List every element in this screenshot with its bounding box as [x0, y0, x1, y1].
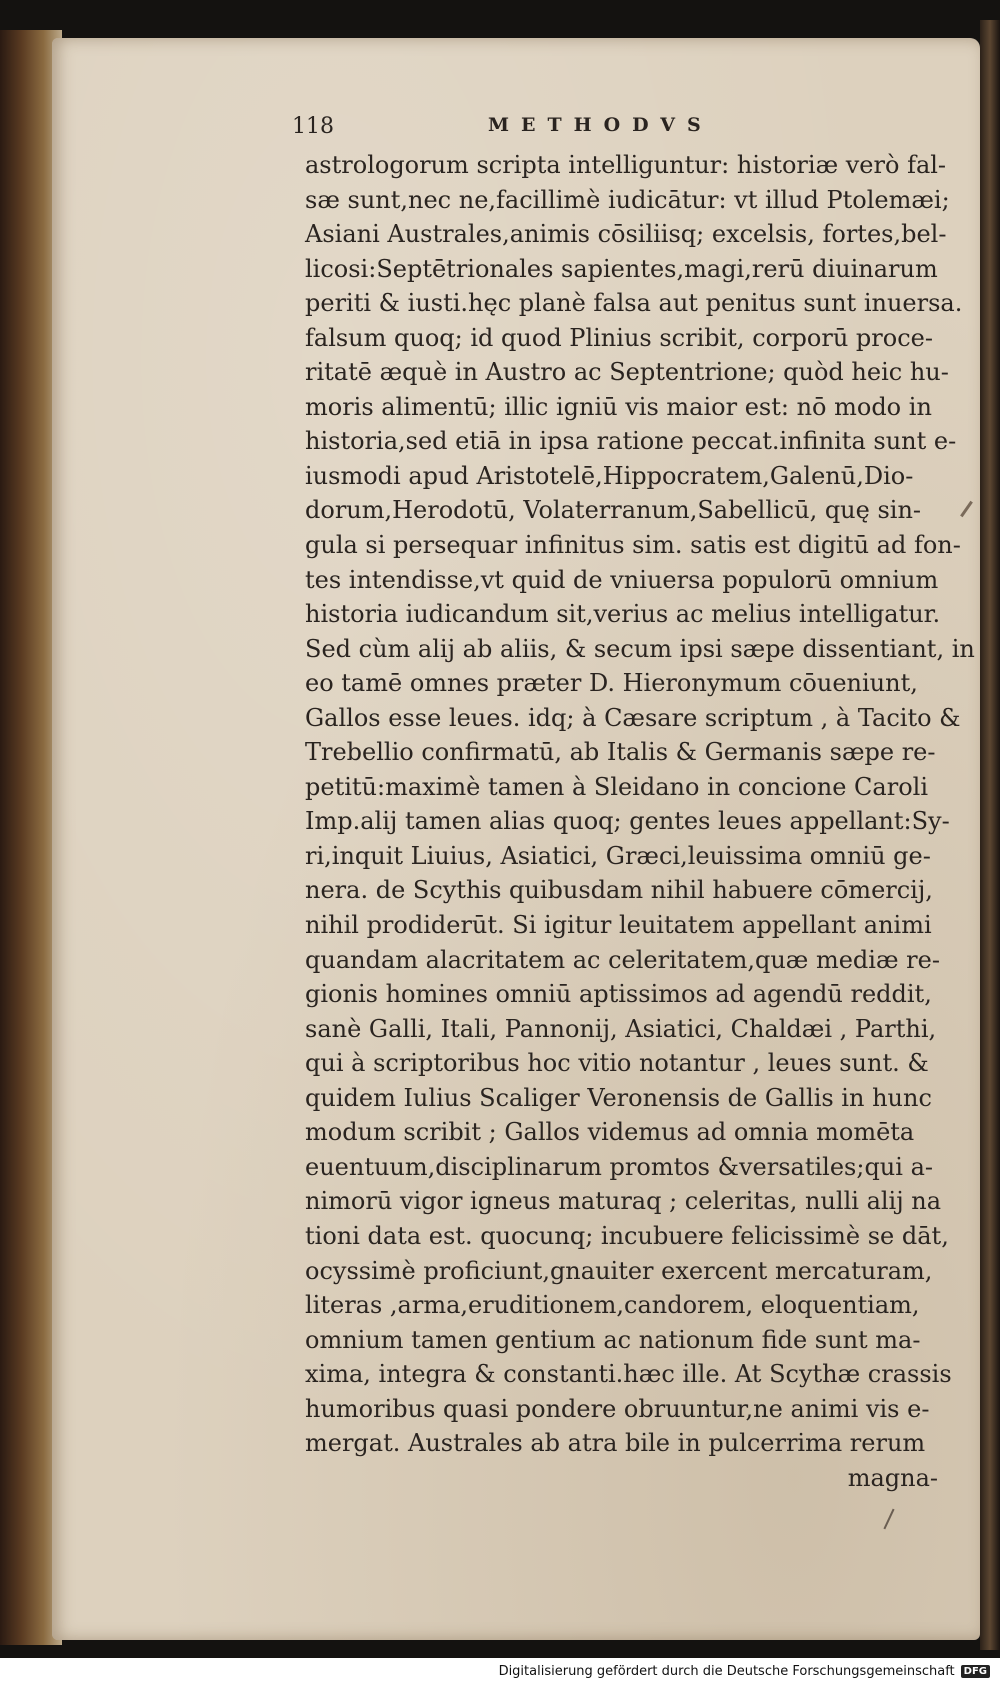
- text-line: historia iudicandum sit,verius ac melius intelligatur.: [305, 600, 941, 629]
- text-line: nihil prodiderūt. Si igitur leuitatem appellant animi: [305, 911, 932, 940]
- text-line: tes intendisse,vt quid de vniuersa populorū omnium: [305, 565, 939, 594]
- text-line: xima, integra & constanti.hæc ille. At Scythæ crassis: [305, 1360, 952, 1389]
- text-line: petitū:maximè tamen à Sleidano in concione Caroli: [305, 772, 928, 801]
- text-line: tioni data est. quocunq; incubuere felicissimè se dāt,: [305, 1221, 949, 1250]
- text-line: quandam alacritatem ac celeritatem,quæ mediæ re-: [305, 945, 940, 974]
- text-line: astrologorum scripta intelliguntur: historiæ verò fal-: [305, 151, 947, 179]
- text-line: nimorū vigor igneus maturaq ; celeritas, nulli alij na: [305, 1187, 942, 1216]
- text-line: omnium tamen gentium ac nationum fide sunt ma-: [305, 1325, 921, 1354]
- body-text: [305, 148, 975, 1461]
- text-line: quidem Iulius Scaliger Veronensis de Gallis in hunc: [305, 1083, 932, 1112]
- digitization-footer: [499, 1659, 990, 1683]
- text-line: eo tamē omnes præter D. Hieronymum cōueniunt,: [305, 669, 918, 698]
- text-line: mergat. Australes ab atra bile in pulcerrima rerum: [305, 1429, 926, 1458]
- footer-credit: Digitalisierung gefördert durch die Deutsche Forschungsgemeinschaft: [498, 1663, 955, 1679]
- text-line: Gallos esse leues. idq; à Cæsare scriptum , à Tacito &: [305, 703, 961, 732]
- text-line: nera. de Scythis quibusdam nihil habuere cōmercij,: [305, 876, 933, 905]
- text-line: ocyssimè proficiunt,gnauiter exercent mercaturam,: [305, 1256, 933, 1285]
- text-line: gula si persequar infinitus sim. satis est digitū ad fon-: [305, 531, 961, 560]
- text-line: euentuum,disciplinarum promtos &versatiles;qui a-: [305, 1152, 933, 1181]
- text-block: [292, 110, 975, 1495]
- catchword: magna-: [847, 1463, 938, 1492]
- text-line: humoribus quasi pondere obruuntur,ne animi vis e-: [305, 1394, 930, 1423]
- text-line: dorum,Herodotū, Volaterranum,Sabellicū, quę sin-: [305, 496, 922, 525]
- text-line: ritatē æquè in Austro ac Septentrione; quòd heic hu-: [305, 358, 949, 387]
- text-line: moris alimentū; illic igniū vis maior est: nō modo in: [305, 392, 932, 421]
- text-line: iusmodi apud Aristotelē,Hippocratem,Galenū,Dio-: [305, 461, 914, 490]
- text-line: ri,inquit Liuius, Asiatici, Græci,leuissima omniū ge-: [305, 841, 931, 870]
- page-header: [292, 110, 958, 148]
- text-line: Sed cùm alij ab aliis, & secum ipsi sæpe dissentiant, in: [305, 634, 975, 663]
- text-line: sæ sunt,nec ne,facillimè iudicātur: vt illud Ptolemæi;: [305, 185, 950, 214]
- text-line: qui à scriptoribus hoc vitio notantur , leues sunt. &: [305, 1049, 929, 1078]
- text-line: falsum quoq; id quod Plinius scribit, corporū proce-: [305, 323, 933, 352]
- page-edge: [980, 20, 1000, 1650]
- text-line: sanè Galli, Itali, Pannonij, Asiatici, Chaldæi , Parthi,: [305, 1014, 937, 1043]
- text-line: periti & iusti.hęc planè falsa aut penitus sunt inuersa.: [305, 289, 963, 318]
- text-line: modum scribit ; Gallos videmus ad omnia momēta: [305, 1118, 915, 1147]
- text-line: licosi:Septētrionales sapientes,magi,rerū diuinarum: [305, 254, 938, 283]
- text-line: gionis homines omniū aptissimos ad agendū reddit,: [305, 980, 932, 1009]
- text-line: Trebellio confirmatū, ab Italis & Germanis sæpe re-: [305, 738, 936, 767]
- text-line: Imp.alij tamen alias quoq; gentes leues appellant:Sy-: [305, 807, 950, 836]
- text-line: historia,sed etiā in ipsa ratione peccat.infinita sunt e-: [305, 427, 957, 456]
- running-head: METHODVS: [488, 114, 713, 136]
- text-line: literas ,arma,eruditionem,candorem, eloquentiam,: [305, 1291, 920, 1320]
- page-number: 118: [292, 114, 334, 139]
- text-line: Asiani Australes,animis cōsiliisq; excelsis, fortes,bel-: [305, 220, 947, 249]
- dfg-logo: DFG: [961, 1665, 990, 1678]
